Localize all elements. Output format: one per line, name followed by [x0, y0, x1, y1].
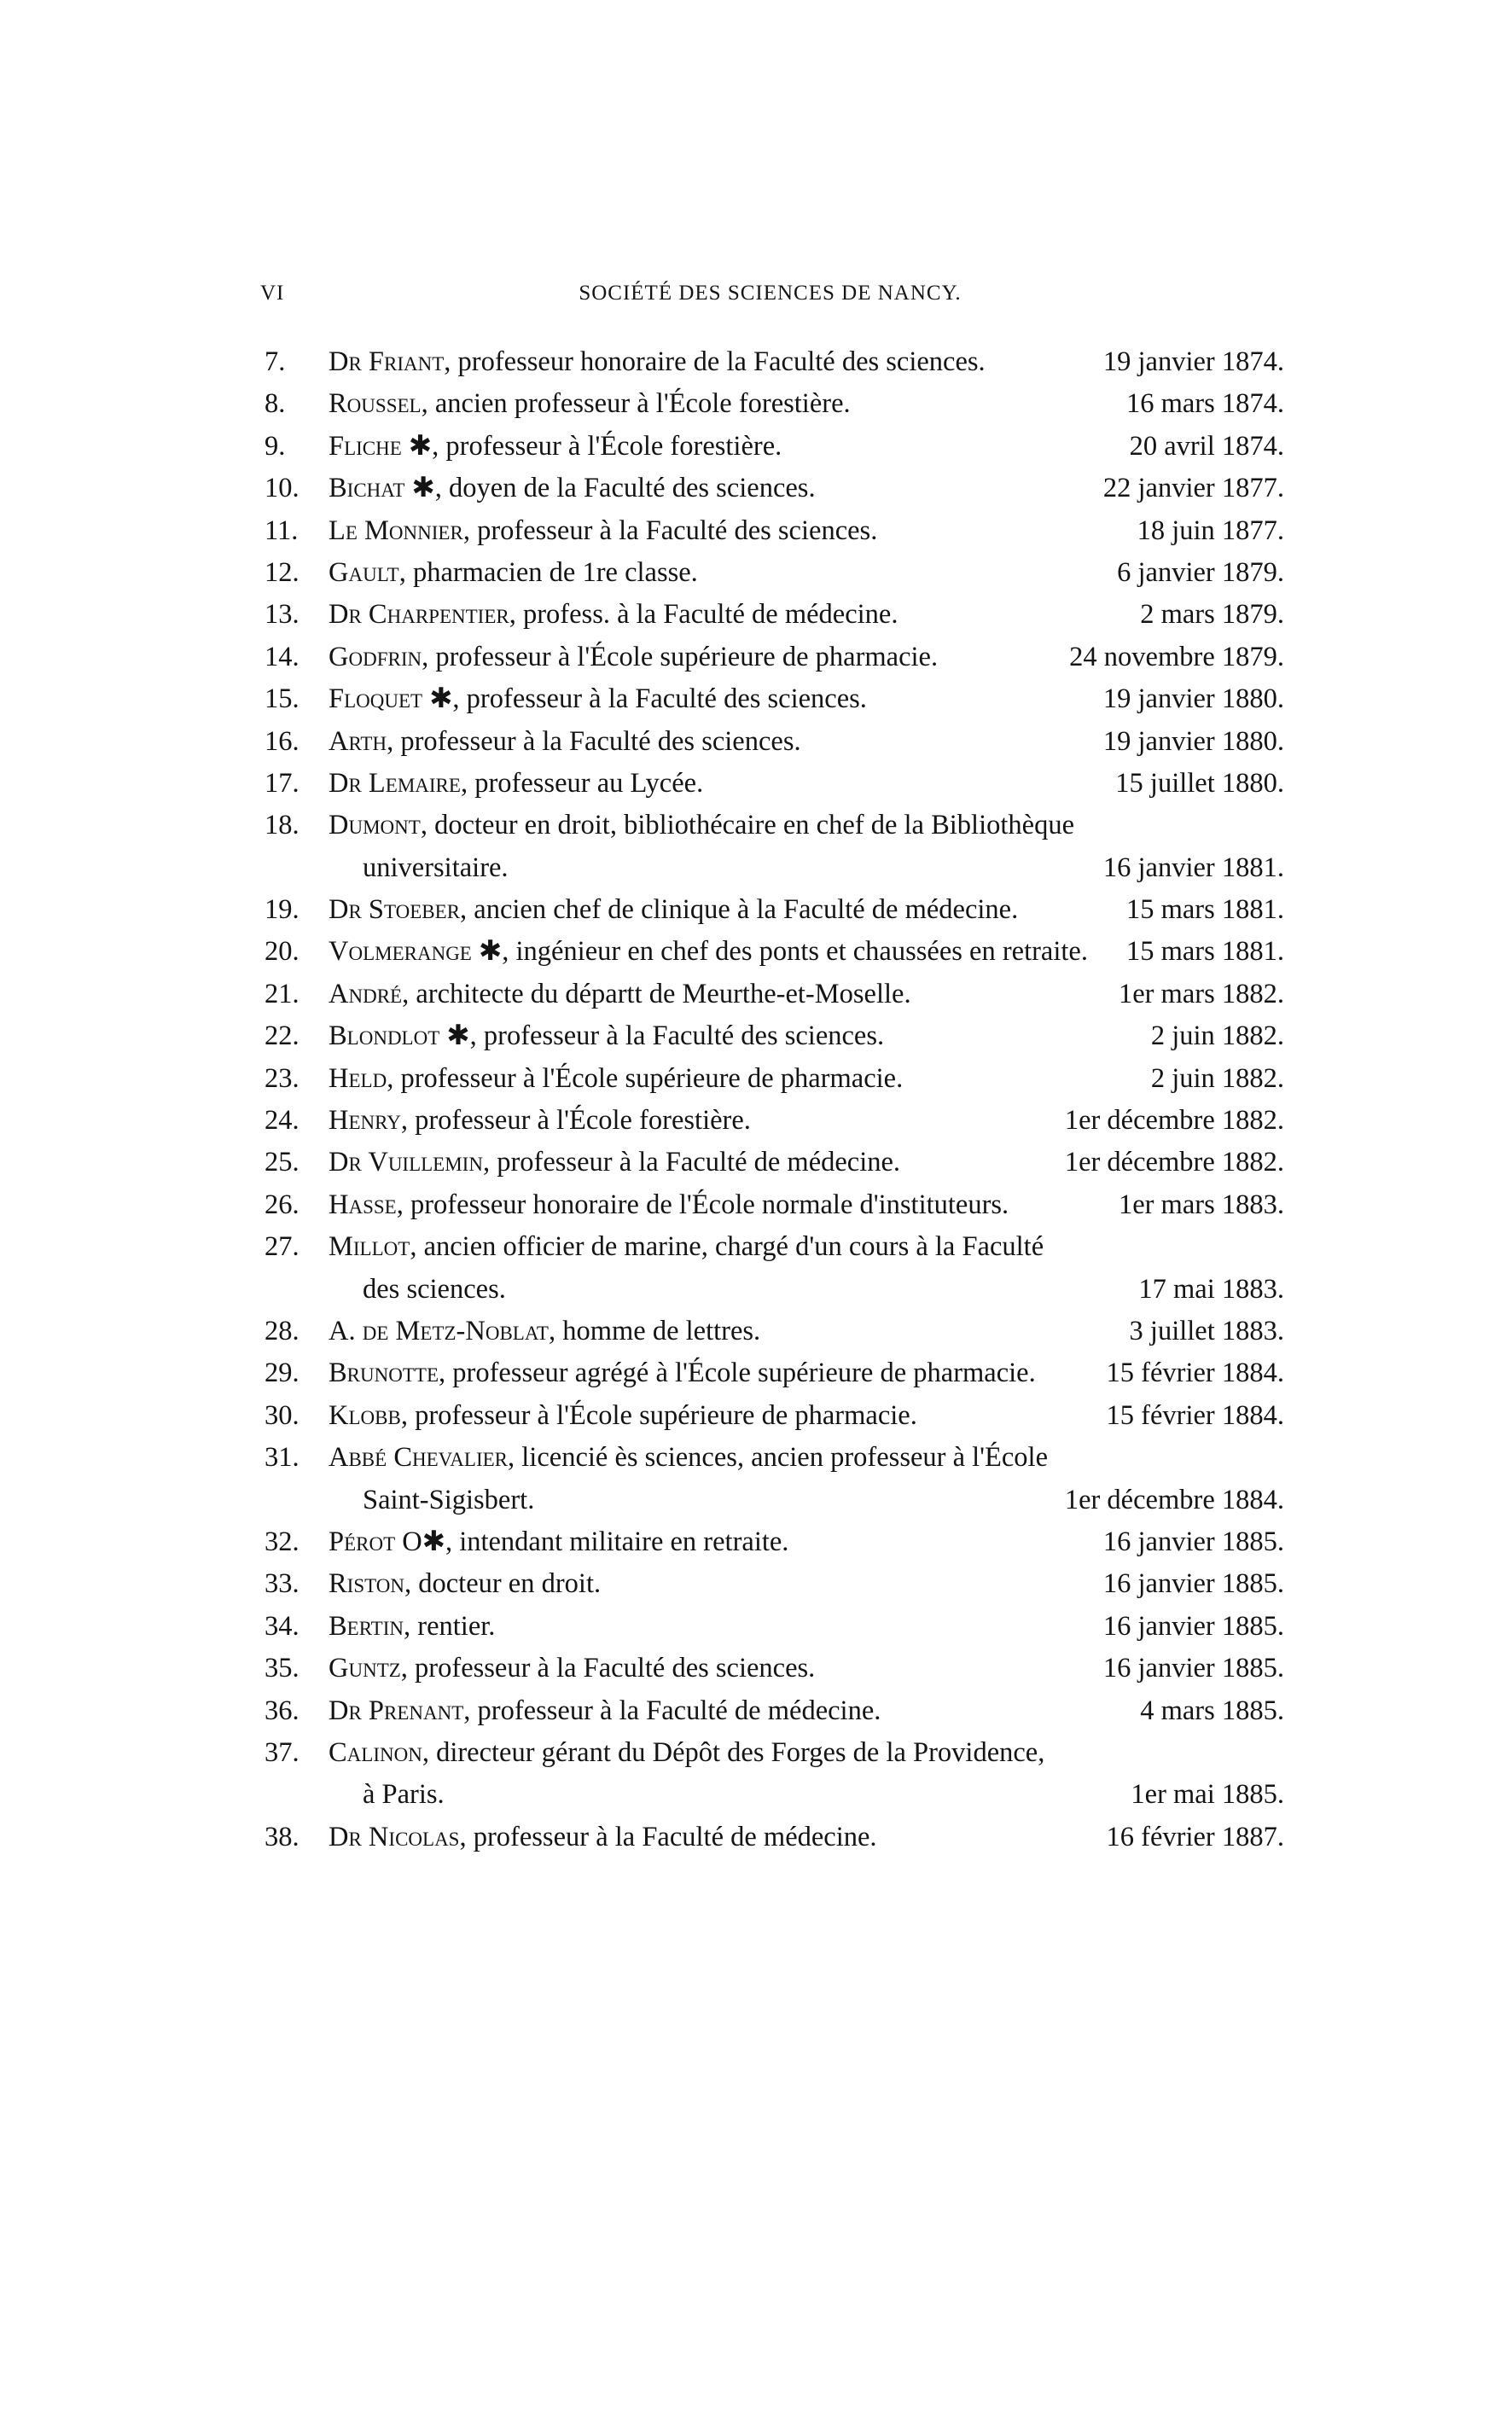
entry-text — [329, 594, 898, 636]
entry-date: 6 janvier 1879. — [1117, 556, 1284, 588]
member-description: , professeur honoraire de l'École normale d'instituteurs. — [396, 1189, 1009, 1220]
entry-date: 22 janvier 1877. — [1102, 473, 1284, 504]
entry-number: 8. — [265, 388, 286, 420]
member-name: Arth — [329, 725, 387, 757]
entry-continuation-line — [265, 1269, 1284, 1311]
entry-number: 35. — [265, 1653, 299, 1684]
entry-line — [265, 1058, 1284, 1100]
member-name: Dr Prenant — [329, 1695, 464, 1726]
member-description: ✱, doyen de la Faculté des sciences. — [404, 473, 816, 504]
entry-date: 15 juillet 1880. — [1115, 767, 1284, 799]
list-item — [265, 889, 1284, 931]
entry-number: 29. — [265, 1358, 299, 1389]
list-item — [265, 1058, 1284, 1100]
list-item — [265, 721, 1284, 763]
entry-line — [265, 889, 1284, 931]
member-name: Klobb — [329, 1399, 401, 1431]
member-name: Hasse — [329, 1189, 397, 1220]
entry-date: 1er décembre 1884. — [1064, 1484, 1284, 1515]
entry-line — [265, 1311, 1284, 1352]
entry-number: 10. — [265, 473, 299, 504]
entry-number: 31. — [265, 1442, 299, 1474]
entry-date: 18 juin 1877. — [1137, 515, 1284, 546]
entry-line — [265, 1648, 1284, 1689]
entry-date: 15 février 1884. — [1106, 1399, 1284, 1431]
member-list — [265, 341, 1284, 1858]
list-item — [265, 931, 1284, 973]
entry-number: 19. — [265, 894, 299, 926]
entry-date: 1er mars 1883. — [1118, 1189, 1284, 1220]
entry-text — [329, 1015, 884, 1057]
member-name: Dr Stoeber — [329, 894, 461, 926]
entry-text — [329, 974, 911, 1015]
entry-date: 16 janvier 1885. — [1102, 1653, 1284, 1684]
list-item — [265, 678, 1284, 720]
entry-date: 4 mars 1885. — [1140, 1695, 1284, 1726]
entry-number: 20. — [265, 936, 299, 968]
entry-number: 36. — [265, 1695, 299, 1726]
entry-number: 9. — [265, 430, 286, 462]
entry-text — [329, 1690, 881, 1732]
entry-number: 13. — [265, 599, 299, 631]
list-item — [265, 510, 1284, 552]
member-name: Held — [329, 1062, 387, 1094]
entry-continuation: des sciences. — [363, 1273, 506, 1305]
member-description: , licencié ès sciences, ancien professeur à l'École — [508, 1442, 1049, 1474]
entry-date: 15 mars 1881. — [1125, 894, 1284, 926]
member-name: Floquet — [329, 683, 423, 715]
entry-date: 19 janvier 1880. — [1102, 725, 1284, 757]
entry-text — [329, 637, 938, 678]
entry-line — [265, 1606, 1284, 1648]
entry-continuation-line — [265, 847, 1284, 889]
entry-line — [265, 426, 1284, 468]
member-name: Bertin — [329, 1610, 404, 1642]
entry-continuation-line — [265, 1480, 1284, 1521]
member-name: Fliche — [329, 430, 402, 462]
running-title: SOCIÉTÉ DES SCIENCES DE NANCY. — [579, 282, 962, 305]
entry-text — [329, 1058, 903, 1100]
entry-number: 7. — [265, 346, 286, 377]
member-name: Calinon — [329, 1736, 422, 1768]
entry-continuation-line — [265, 1774, 1284, 1816]
member-description: , homme de lettres. — [548, 1315, 761, 1346]
member-description: , professeur honoraire de la Faculté des sciences. — [444, 346, 986, 377]
list-item — [265, 1648, 1284, 1689]
member-description: , rentier. — [404, 1610, 496, 1642]
list-item — [265, 805, 1284, 889]
list-item — [265, 1142, 1284, 1183]
list-item — [265, 1395, 1284, 1437]
member-name: Volmerange — [329, 936, 472, 968]
entry-line — [265, 1817, 1284, 1858]
entry-line — [265, 721, 1284, 763]
entry-continuation: Saint-Sigisbert. — [363, 1484, 535, 1515]
member-name: Roussel — [329, 388, 422, 420]
entry-date: 2 mars 1879. — [1140, 599, 1284, 631]
list-item — [265, 1521, 1284, 1563]
entry-line — [265, 1563, 1284, 1605]
member-description: , professeur à l'École supérieure de pharmacie. — [422, 641, 939, 672]
list-item — [265, 1606, 1284, 1648]
member-description: , professeur à l'École supérieure de pharmacie. — [387, 1062, 904, 1094]
entry-text — [329, 1732, 1044, 1774]
entry-date: 1er décembre 1882. — [1064, 1147, 1284, 1178]
entry-text — [329, 1648, 815, 1689]
entry-date: 1er mai 1885. — [1131, 1779, 1284, 1811]
entry-number: 25. — [265, 1147, 299, 1178]
entry-text — [329, 763, 703, 805]
list-item — [265, 1311, 1284, 1352]
list-item — [265, 1226, 1284, 1311]
member-description: , professeur à la Faculté de médecine. — [463, 1695, 881, 1726]
member-name: Dr Friant — [329, 346, 445, 377]
entry-line — [265, 1184, 1284, 1226]
entry-date: 15 février 1884. — [1106, 1358, 1284, 1389]
list-item — [265, 468, 1284, 509]
entry-line — [265, 552, 1284, 594]
entry-continuation: universitaire. — [363, 852, 509, 883]
entry-text — [329, 510, 877, 552]
member-description: , directeur gérant du Dépôt des Forges de la Providence, — [422, 1736, 1045, 1768]
entry-number: 15. — [265, 683, 299, 715]
list-item — [265, 552, 1284, 594]
entry-number: 17. — [265, 767, 299, 799]
entry-line — [265, 1142, 1284, 1183]
entry-line — [265, 383, 1284, 425]
entry-line — [265, 1100, 1284, 1142]
page-number: VI — [260, 282, 285, 305]
entry-date: 16 janvier 1881. — [1102, 852, 1284, 883]
member-description: , professeur agrégé à l'École supérieure de pharmacie. — [439, 1358, 1036, 1389]
list-item — [265, 426, 1284, 468]
member-name: Dumont — [329, 810, 421, 841]
member-name: Brunotte — [329, 1358, 439, 1389]
member-name: André — [329, 978, 403, 1009]
entry-text — [329, 1437, 1048, 1479]
entry-date: 17 mai 1883. — [1138, 1273, 1284, 1305]
member-description: ✱, professeur à la Faculté des sciences. — [439, 1021, 885, 1052]
list-item — [265, 974, 1284, 1015]
entry-line — [265, 341, 1284, 383]
entry-date: 16 janvier 1885. — [1102, 1526, 1284, 1557]
list-item — [265, 1817, 1284, 1858]
entry-text — [329, 1352, 1036, 1394]
list-item — [265, 1563, 1284, 1605]
member-description: , architecte du départt de Meurthe-et-Moselle. — [402, 978, 911, 1009]
entry-text — [329, 1521, 788, 1563]
entry-line — [265, 1226, 1284, 1268]
entry-number: 28. — [265, 1315, 299, 1346]
entry-date: 20 avril 1874. — [1129, 430, 1284, 462]
entry-text — [329, 1606, 495, 1648]
entry-line — [265, 637, 1284, 678]
entry-number: 27. — [265, 1231, 299, 1263]
member-name: Le Monnier — [329, 515, 463, 546]
member-name: Godfrin — [329, 641, 422, 672]
entry-line — [265, 1015, 1284, 1057]
member-description: , docteur en droit. — [404, 1568, 602, 1600]
entry-text — [329, 889, 1018, 931]
list-item — [265, 1184, 1284, 1226]
member-description: , professeur à la Faculté de médecine. — [482, 1147, 901, 1178]
member-name: Guntz — [329, 1653, 401, 1684]
entry-continuation: à Paris. — [363, 1779, 445, 1811]
member-name: Riston — [329, 1568, 404, 1600]
entry-number: 18. — [265, 810, 299, 841]
entry-date: 2 juin 1882. — [1150, 1021, 1284, 1052]
member-name: Abbé Chevalier — [329, 1442, 509, 1474]
member-description: , ancien professeur à l'École forestière. — [421, 388, 851, 420]
member-description: , professeur à la Faculté des sciences. — [387, 725, 801, 757]
entry-line — [265, 1437, 1284, 1479]
member-description: , professeur à l'École supérieure de pharmacie. — [400, 1399, 917, 1431]
entry-line — [265, 974, 1284, 1015]
member-name: Bichat — [329, 473, 405, 504]
member-description: , professeur à la Faculté des sciences. — [462, 515, 878, 546]
entry-line — [265, 510, 1284, 552]
entry-number: 11. — [265, 515, 299, 546]
entry-date: 19 janvier 1880. — [1102, 683, 1284, 715]
entry-date: 24 novembre 1879. — [1069, 641, 1284, 672]
entry-number: 38. — [265, 1821, 299, 1852]
list-item — [265, 1437, 1284, 1521]
entry-number: 33. — [265, 1568, 299, 1600]
list-item — [265, 341, 1284, 383]
entry-text — [329, 468, 816, 509]
entry-date: 2 juin 1882. — [1150, 1062, 1284, 1094]
entry-text — [329, 1563, 601, 1605]
member-name: A. de Metz-Noblat — [329, 1315, 549, 1346]
member-name: Dr Vuillemin — [329, 1147, 483, 1178]
entry-date: 19 janvier 1874. — [1102, 346, 1284, 377]
entry-date: 16 janvier 1885. — [1102, 1568, 1284, 1600]
entry-date: 15 mars 1881. — [1125, 936, 1284, 968]
list-item — [265, 1100, 1284, 1142]
entry-line — [265, 468, 1284, 509]
member-description: ✱, professeur à l'École forestière. — [401, 430, 782, 462]
entry-number: 16. — [265, 725, 299, 757]
entry-text — [329, 1142, 900, 1183]
member-description: ✱, professeur à la Faculté des sciences. — [422, 683, 867, 715]
member-name: Pérot — [329, 1526, 396, 1557]
entry-text — [329, 1311, 760, 1352]
entry-date: 16 mars 1874. — [1125, 388, 1284, 420]
entry-line — [265, 1521, 1284, 1563]
list-item — [265, 383, 1284, 425]
list-item — [265, 637, 1284, 678]
entry-line — [265, 594, 1284, 636]
entry-text — [329, 552, 698, 594]
entry-number: 12. — [265, 556, 299, 588]
member-description: , professeur à l'École forestière. — [400, 1105, 751, 1137]
member-description: , professeur au Lycée. — [460, 767, 704, 799]
member-name: Blondlot — [329, 1021, 440, 1052]
member-description: , ancien chef de clinique à la Faculté de médecine. — [460, 894, 1019, 926]
entry-number: 26. — [265, 1189, 299, 1220]
entry-date: 16 février 1887. — [1106, 1821, 1284, 1852]
entry-number: 24. — [265, 1105, 299, 1137]
entry-date: 3 juillet 1883. — [1129, 1315, 1284, 1346]
member-description: , ancien officier de marine, chargé d'un cours à la Faculté — [410, 1231, 1044, 1263]
entry-date: 1er décembre 1882. — [1064, 1105, 1284, 1137]
entry-line — [265, 1732, 1284, 1774]
entry-text — [329, 931, 1088, 973]
member-description: , professeur à la Faculté des sciences. — [400, 1653, 816, 1684]
entry-number: 37. — [265, 1736, 299, 1768]
member-name: Millot — [329, 1231, 410, 1263]
entry-number: 34. — [265, 1610, 299, 1642]
entry-text — [329, 678, 867, 720]
list-item — [265, 594, 1284, 636]
member-description: ✱, ingénieur en chef des ponts et chaussées en retraite. — [471, 936, 1088, 968]
entry-text — [329, 383, 851, 425]
entry-line — [265, 805, 1284, 846]
entry-text — [329, 1395, 917, 1437]
entry-text — [329, 341, 986, 383]
entry-number: 32. — [265, 1526, 299, 1557]
entry-text — [329, 1226, 1044, 1268]
entry-date: 16 janvier 1885. — [1102, 1610, 1284, 1642]
entry-text — [329, 805, 1074, 846]
entry-line — [265, 678, 1284, 720]
entry-text — [329, 1100, 751, 1142]
entry-line — [265, 1690, 1284, 1732]
entry-date: 1er mars 1882. — [1118, 978, 1284, 1009]
entry-number: 22. — [265, 1021, 299, 1052]
entry-line — [265, 1352, 1284, 1394]
member-name: Dr Charpentier — [329, 599, 509, 631]
entry-number: 14. — [265, 641, 299, 672]
member-name: Dr Nicolas — [329, 1821, 460, 1852]
entry-text — [329, 1817, 877, 1858]
entry-text — [329, 721, 801, 763]
entry-line — [265, 1395, 1284, 1437]
member-name: Gault — [329, 556, 399, 588]
entry-text — [329, 426, 782, 468]
entry-number: 21. — [265, 978, 299, 1009]
member-description: O✱, intendant militaire en retraite. — [395, 1526, 789, 1557]
entry-number: 23. — [265, 1062, 299, 1094]
entry-text — [329, 1184, 1009, 1226]
member-name: Henry — [329, 1105, 401, 1137]
member-name: Dr Lemaire — [329, 767, 461, 799]
member-description: , pharmacien de 1re classe. — [398, 556, 698, 588]
member-description: , profess. à la Faculté de médecine. — [509, 599, 898, 631]
list-item — [265, 1352, 1284, 1394]
list-item — [265, 1690, 1284, 1732]
list-item — [265, 1732, 1284, 1817]
member-description: , docteur en droit, bibliothécaire en chef de la Bibliothèque — [420, 810, 1074, 841]
list-item — [265, 763, 1284, 805]
entry-line — [265, 931, 1284, 973]
member-description: , professeur à la Faculté de médecine. — [459, 1821, 877, 1852]
entry-number: 30. — [265, 1399, 299, 1431]
entry-line — [265, 763, 1284, 805]
list-item — [265, 1015, 1284, 1057]
